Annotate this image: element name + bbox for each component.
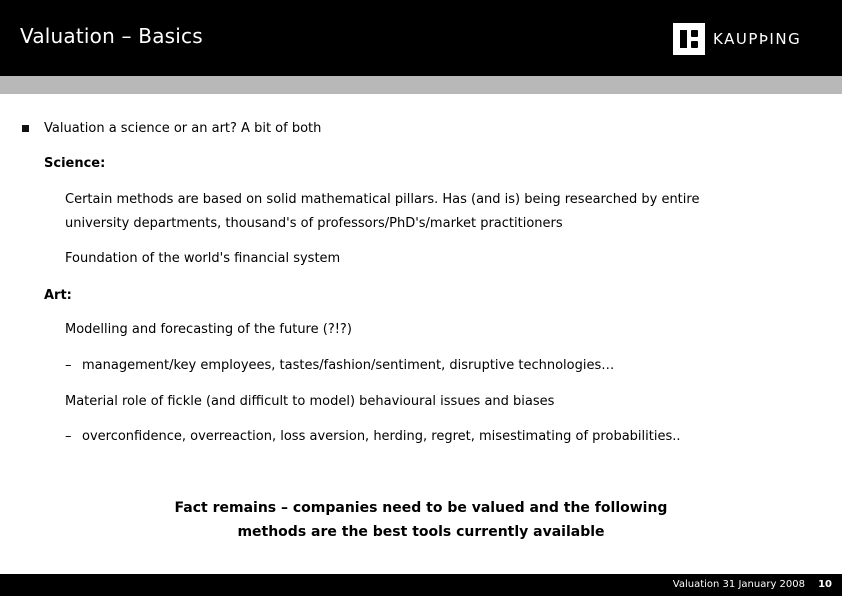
science-heading: Science:	[44, 156, 106, 171]
art-sub-point-1-text: management/key employees, tastes/fashion/sentiment, disruptive technologies…	[82, 358, 615, 373]
intro-text: Valuation a science or an art? A bit of both	[44, 121, 322, 136]
art-sub-point-1	[65, 358, 614, 373]
page-number: 10	[818, 579, 832, 590]
square-bullet-icon	[22, 125, 29, 132]
logo-mark-icon	[673, 23, 705, 55]
art-point-2: Material role of fickle (and difficult to model) behavioural issues and biases	[65, 394, 555, 409]
art-sub-point-2-text: overconfidence, overreaction, loss aversion, herding, regret, misestimating of probabilities..	[82, 429, 681, 444]
art-point-1: Modelling and forecasting of the future (?!?)	[65, 322, 352, 337]
slide-footer	[0, 574, 842, 596]
fact-line-1: Fact remains – companies need to be valued and the following	[174, 500, 668, 516]
kaupthing-logo	[673, 23, 801, 55]
header-divider-band	[0, 76, 842, 94]
science-point-1-line-2: university departments, thousand's of professors/PhD's/market practitioners	[65, 216, 563, 231]
logo-wordmark: KAUPÞING	[713, 30, 802, 48]
art-sub-point-2	[65, 429, 681, 444]
footer-caption: Valuation 31 January 2008	[672, 579, 805, 590]
fact-line-2: methods are the best tools currently available	[237, 524, 605, 540]
dash-marker: –	[65, 358, 72, 373]
science-point-2: Foundation of the world's financial system	[65, 251, 341, 266]
slide-title: Valuation – Basics	[20, 24, 203, 48]
art-heading: Art:	[44, 288, 72, 303]
dash-marker: –	[65, 429, 72, 444]
science-point-1-line-1: Certain methods are based on solid mathematical pillars. Has (and is) being researched by entire	[65, 192, 700, 207]
slide-header	[0, 0, 842, 76]
